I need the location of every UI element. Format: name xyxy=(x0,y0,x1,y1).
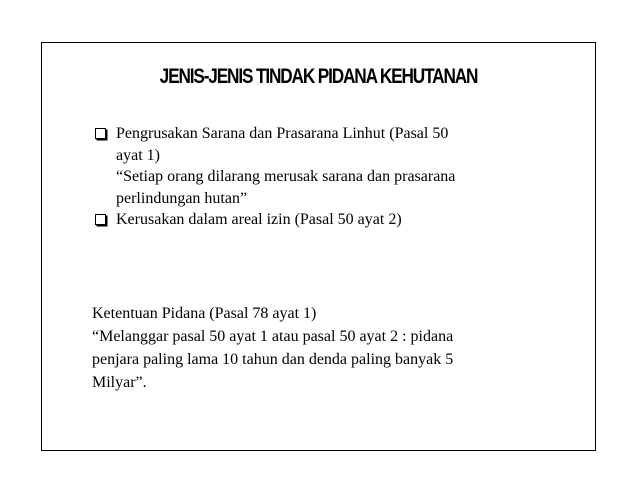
bullet-list xyxy=(92,123,562,231)
slide-frame xyxy=(41,42,596,451)
penalty-line-2: penjara paling lama 10 tahun dan denda paling banyak 5 xyxy=(92,351,454,368)
slide-title: JENIS-JENIS TINDAK PIDANA KEHUTANAN xyxy=(159,65,478,88)
bullet-1-line-3: “Setiap orang dilarang merusak sarana dan prasarana xyxy=(116,168,456,185)
checkbox-icon xyxy=(95,214,106,225)
checkbox-icon xyxy=(95,128,106,139)
bullet-2-line-1: Kerusakan dalam areal izin (Pasal 50 ayat 2) xyxy=(116,211,402,228)
penalty-provision xyxy=(92,302,562,394)
penalty-heading: Ketentuan Pidana (Pasal 78 ayat 1) xyxy=(92,305,317,322)
bullet-item-1 xyxy=(92,123,562,209)
bullet-1-line-4: perlindungan hutan” xyxy=(116,189,248,207)
bullet-1-line-2: ayat 1) xyxy=(116,146,160,164)
penalty-line-1: “Melanggar pasal 50 ayat 1 atau pasal 50 ayat 2 : pidana xyxy=(92,328,454,345)
bullet-1-line-1: Pengrusakan Sarana dan Prasarana Linhut (Pasal 50 xyxy=(116,125,449,142)
bullet-item-2 xyxy=(92,209,562,231)
penalty-line-3: Milyar”. xyxy=(92,374,147,391)
